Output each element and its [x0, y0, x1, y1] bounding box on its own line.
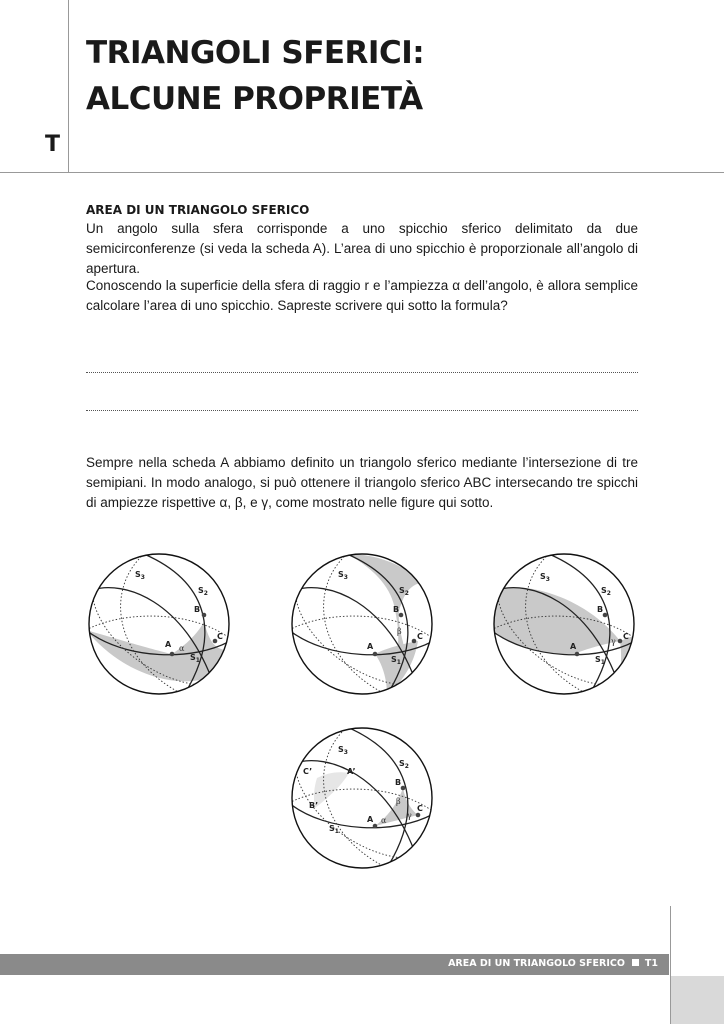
sphere-figure-beta: [287, 550, 437, 698]
label-s3: $S_3$: [338, 570, 348, 581]
vertex-c-dot: [618, 639, 623, 644]
label-s3: $S_3$: [540, 572, 550, 583]
label-s3: $S_3$: [135, 570, 145, 581]
paragraph-1: Un angolo sulla sfera corrisponde a uno spicchio sferico delimitato da due semicirconferenze (si veda la scheda A). L’area di uno spicchio è proporzionale all’angolo di apertura.: [86, 221, 638, 276]
vertex-b-dot: [603, 613, 608, 618]
page-title-line-1: TRIANGOLI SFERICI:: [86, 35, 425, 71]
label-beta: β: [397, 627, 402, 636]
answer-line-1: [86, 372, 638, 373]
label-s2: $S_2$: [601, 586, 611, 597]
label-a-prime: A’: [347, 767, 356, 776]
answer-line-2: [86, 410, 638, 411]
label-s1: $S_1$: [391, 655, 401, 666]
page-title-line-2: ALCUNE PROPRIETÀ: [86, 81, 423, 117]
page-title: [86, 30, 424, 122]
vertex-a-dot: [575, 652, 580, 657]
label-c-prime: C’: [303, 767, 313, 776]
vertex-a-dot: [373, 652, 378, 657]
section-heading: AREA DI UN TRIANGOLO SFERICO: [86, 203, 310, 217]
triangle-antipodal-shade: [314, 772, 349, 808]
footer-label: [448, 958, 658, 969]
label-beta: β: [396, 797, 401, 806]
label-b: B: [395, 778, 402, 787]
label-a: A: [165, 640, 172, 649]
header-vertical-rule: [68, 0, 69, 172]
circle-s2-back: [324, 727, 387, 868]
label-s1: $S_1$: [329, 824, 339, 835]
label-b: B: [393, 605, 400, 614]
label-gamma: γ: [611, 637, 616, 646]
label-b-prime: B’: [309, 801, 319, 810]
label-c: C: [623, 632, 629, 641]
vertex-a-dot: [170, 652, 175, 657]
label-alpha: α: [381, 816, 387, 825]
sphere-outline: [292, 728, 432, 868]
section-code: T: [45, 132, 61, 157]
label-alpha: α: [179, 644, 185, 653]
label-a: A: [367, 642, 374, 651]
label-c: C: [217, 632, 223, 641]
sphere-figure-triangle: [287, 723, 437, 873]
vertex-b-dot: [399, 613, 404, 618]
paragraph-3: Sempre nella scheda A abbiamo definito un triangolo sferico mediante l’intersezione di tre semipiani. In modo analogo, si può ottenere il triangolo sferico ABC intersecando tre spicchi di ampiezze rispettive α, β, e γ, come mostrato nelle figure qui sotto.: [86, 455, 638, 510]
vertex-c-dot: [416, 813, 421, 818]
label-s2: $S_2$: [399, 759, 409, 770]
label-c: C: [417, 632, 423, 641]
label-a: A: [367, 815, 374, 824]
label-s3: $S_3$: [338, 745, 348, 756]
label-s2: $S_2$: [198, 586, 208, 597]
label-a: A: [570, 642, 577, 651]
corner-tab: [671, 976, 724, 1024]
label-b: B: [194, 605, 201, 614]
vertex-b-dot: [401, 786, 406, 791]
label-c: C: [417, 804, 423, 813]
label-s2: $S_2$: [399, 586, 409, 597]
paragraph-2: Conoscendo la superficie della sfera di raggio r e l’ampiezza α dell’angolo, è allora semplice calcolare l’area di uno spicchio. Sapreste scrivere qui sotto la formula?: [86, 278, 638, 313]
footer-page-code: T1: [644, 958, 658, 969]
vertex-c-dot: [412, 639, 417, 644]
footer-section-title: AREA DI UN TRIANGOLO SFERICO: [448, 958, 625, 969]
label-s1: $S_1$: [190, 653, 200, 664]
square-bullet-icon: [632, 959, 639, 966]
vertex-b-dot: [202, 613, 207, 618]
header-horizontal-rule: [0, 172, 724, 173]
label-s1: $S_1$: [595, 655, 605, 666]
sphere-figure-alpha: [84, 550, 234, 698]
label-b: B: [597, 605, 604, 614]
label-gamma: γ: [407, 811, 412, 820]
circle-s1-back: [289, 616, 435, 640]
sphere-figure-gamma: [489, 550, 639, 698]
vertex-a-dot: [373, 824, 378, 829]
